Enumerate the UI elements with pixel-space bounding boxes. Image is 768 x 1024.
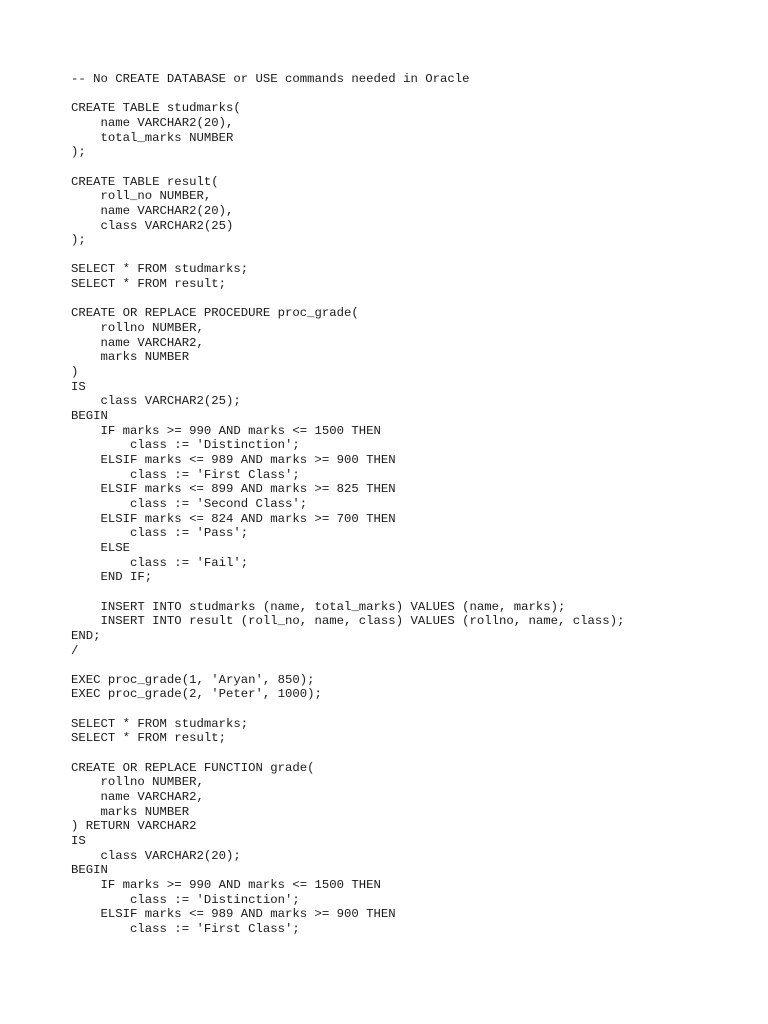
code-line: EXEC proc_grade(2, 'Peter', 1000); [71,687,322,702]
code-line: CREATE TABLE result( [71,174,219,189]
code-line: -- No CREATE DATABASE or USE commands needed in Oracle [71,72,470,86]
code-line: SELECT * FROM result; [71,277,226,292]
code-line [71,702,751,717]
code-line [71,585,751,600]
code-line: / [71,643,79,658]
code-line: END; [71,628,101,643]
code-line: INSERT INTO studmarks (name, total_marks) VALUES (name, marks); [71,599,566,614]
code-line: ELSIF marks <= 824 AND marks >= 700 THEN [71,511,396,526]
code-line: class := 'Distinction'; [71,438,300,453]
code-line [71,746,751,761]
code-line [71,87,751,102]
code-line: class := 'First Class'; [71,921,300,936]
code-line: class := 'First Class'; [71,467,300,482]
code-line: ELSE [71,540,131,555]
code-line: class := 'Pass'; [71,526,249,541]
code-line: marks NUMBER [71,804,190,819]
code-line: class := 'Distinction'; [71,892,300,907]
code-line: class := 'Second Class'; [71,496,308,511]
code-line: ELSIF marks <= 899 AND marks >= 825 THEN [71,482,396,497]
code-line: SELECT * FROM result; [71,731,226,746]
code-line: IS [71,379,86,394]
code-line: BEGIN [71,409,108,424]
code-line [71,248,751,263]
code-line: SELECT * FROM studmarks; [71,262,249,277]
code-line: CREATE OR REPLACE PROCEDURE proc_grade( [71,306,359,321]
code-line: IF marks >= 990 AND marks <= 1500 THEN [71,877,381,892]
code-line: name VARCHAR2(20), [71,203,234,218]
code-line: name VARCHAR2, [71,790,204,805]
code-line: class VARCHAR2(25); [71,394,241,409]
document-page [71,72,751,937]
code-line: class VARCHAR2(25) [71,218,234,233]
code-line [71,292,751,307]
code-line: class := 'Fail'; [71,555,249,570]
code-line: name VARCHAR2(20), [71,115,234,130]
code-line: name VARCHAR2, [71,335,204,350]
code-line: class VARCHAR2(20); [71,848,241,863]
code-line: rollno NUMBER, [71,775,204,790]
code-line: ) RETURN VARCHAR2 [71,819,197,834]
code-line: IS [71,834,86,848]
code-line: rollno NUMBER, [71,321,204,336]
code-line: ELSIF marks <= 989 AND marks >= 900 THEN [71,453,396,467]
code-line: roll_no NUMBER, [71,189,212,204]
code-line: EXEC proc_grade(1, 'Aryan', 850); [71,672,315,687]
code-line: marks NUMBER [71,350,190,365]
code-line: INSERT INTO result (roll_no, name, class) VALUES (rollno, name, class); [71,614,625,629]
code-line: CREATE TABLE studmarks( [71,101,241,116]
code-line: total_marks NUMBER [71,130,234,145]
code-line: IF marks >= 990 AND marks <= 1500 THEN [71,423,381,438]
code-line: END IF; [71,570,153,585]
code-block [71,72,751,937]
code-line: SELECT * FROM studmarks; [71,716,249,731]
code-line: ELSIF marks <= 989 AND marks >= 900 THEN [71,907,396,922]
code-line: BEGIN [71,863,108,878]
code-line: ); [71,233,86,248]
code-line: CREATE OR REPLACE FUNCTION grade( [71,760,315,775]
code-line: ); [71,145,86,160]
code-line [71,160,751,175]
code-line [71,658,751,673]
code-line: ) [71,365,79,380]
